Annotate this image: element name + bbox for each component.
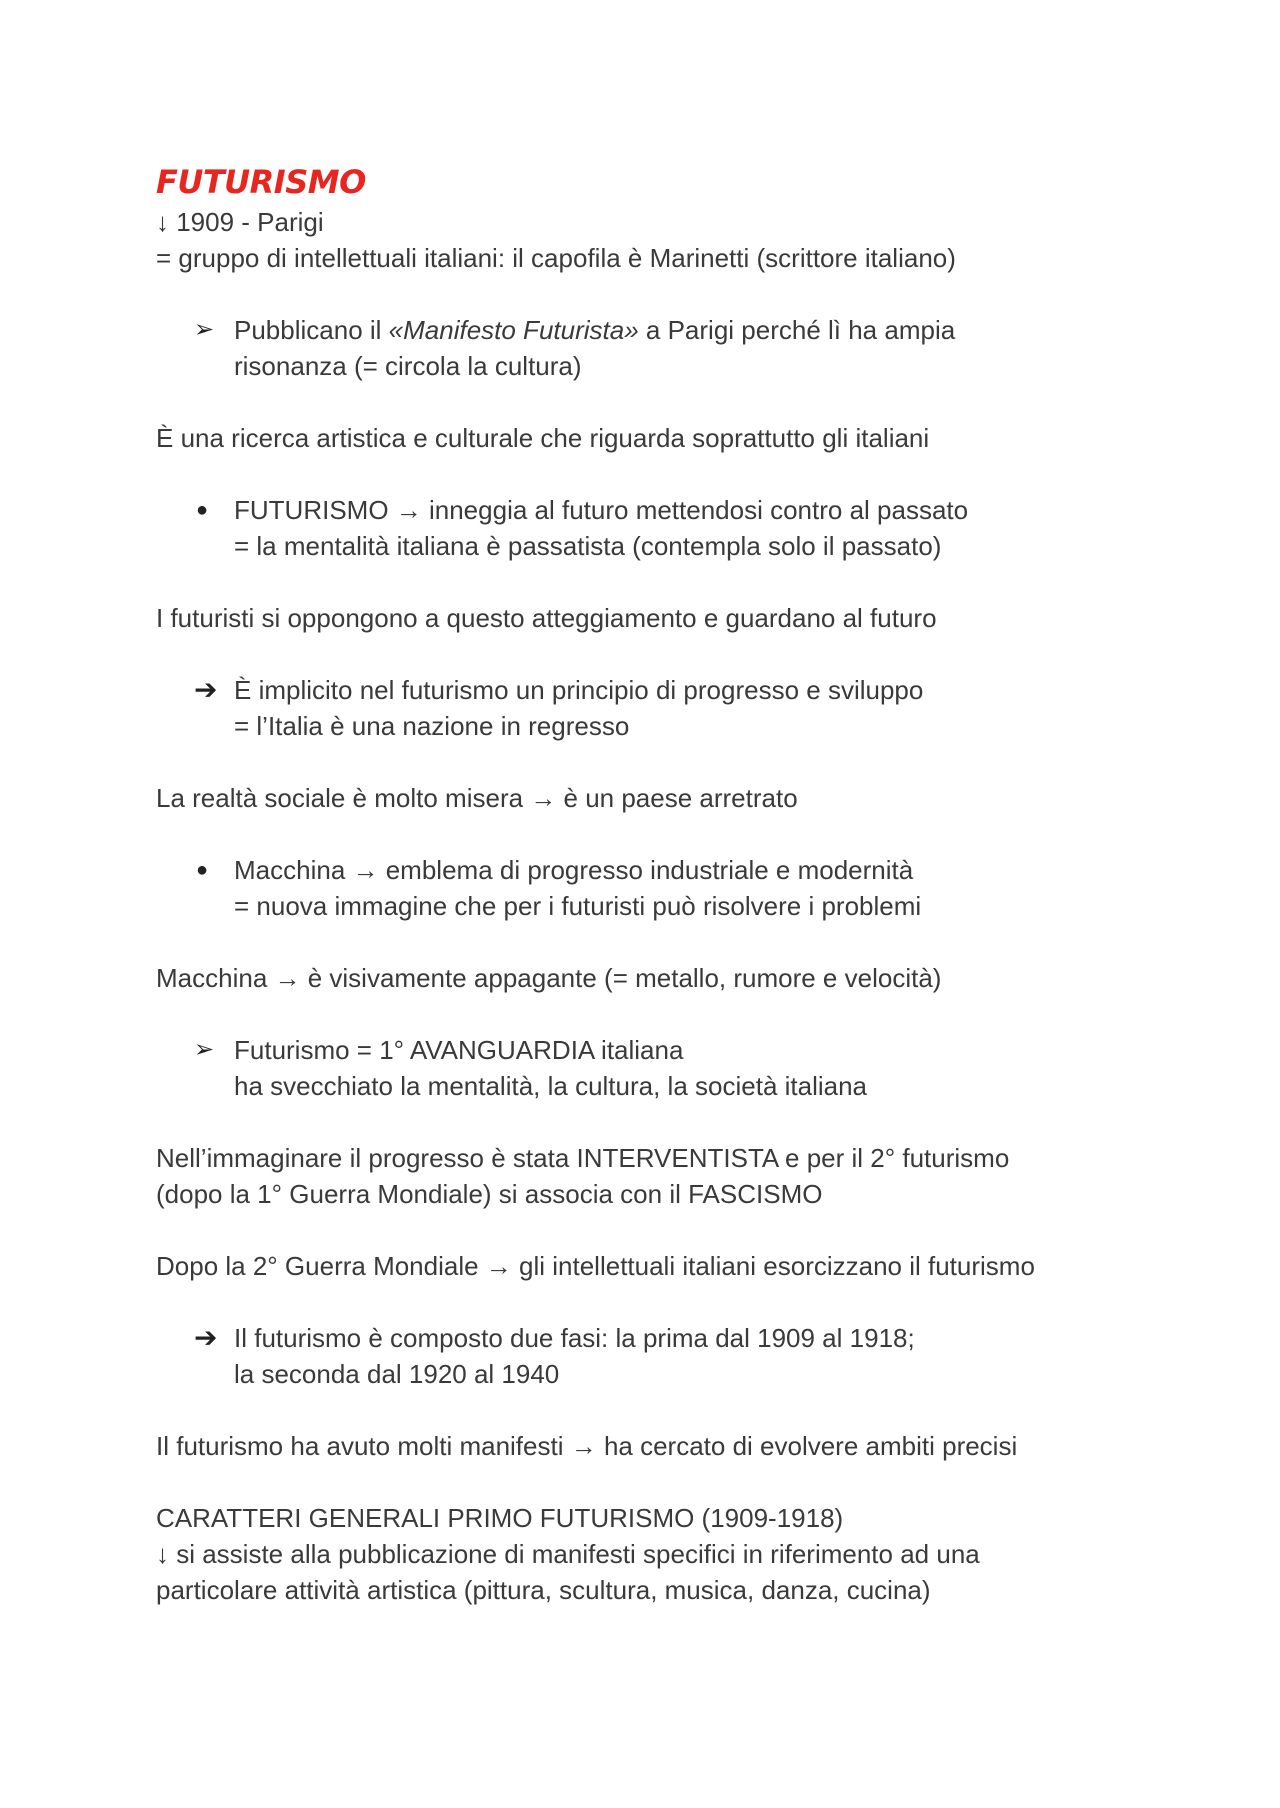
bullet-item-progresso bbox=[156, 672, 1156, 744]
manifesto-title: «Manifesto Futurista» bbox=[388, 315, 639, 345]
item-text: Futurismo = 1° AVANGUARDIA italiana bbox=[234, 1035, 684, 1065]
paragraph: I futuristi si oppongono a questo atteggiamento e guardano al futuro bbox=[156, 603, 937, 633]
document-title: FUTURISMO bbox=[156, 163, 366, 201]
bullet-item-avanguardia bbox=[156, 1032, 1156, 1104]
section-heading: CARATTERI GENERALI PRIMO FUTURISMO (1909-1918) bbox=[156, 1503, 844, 1533]
bullet-item-futurismo bbox=[156, 492, 1156, 564]
document-page bbox=[156, 160, 1156, 1608]
dot-bullet-icon: ● bbox=[196, 859, 209, 881]
item-text-continued: ha svecchiato la mentalità, la cultura, la società italiana bbox=[234, 1071, 868, 1101]
item-text: FUTURISMO → inneggia al futuro mettendosi contro al passato bbox=[234, 495, 969, 525]
item-text: Il futurismo è composto due fasi: la prima dal 1909 al 1918; bbox=[234, 1323, 915, 1353]
section-text: ↓ si assiste alla pubblicazione di manifesti specifici in riferimento ad una bbox=[156, 1539, 980, 1569]
item-text: È implicito nel futurismo un principio di progresso e sviluppo bbox=[234, 675, 924, 705]
intro-definition-line: = gruppo di intellettuali italiani: il capofila è Marinetti (scrittore italiano) bbox=[156, 243, 956, 273]
bullet-item-fasi bbox=[156, 1320, 1156, 1392]
paragraph: Nell’immaginare il progresso è stata INTERVENTISTA e per il 2° futurismo bbox=[156, 1143, 1010, 1173]
item-text-continued: la seconda dal 1920 al 1940 bbox=[234, 1359, 560, 1389]
section-text-continued: particolare attività artistica (pittura, scultura, musica, danza, cucina) bbox=[156, 1575, 931, 1605]
paragraph: Dopo la 2° Guerra Mondiale → gli intellettuali italiani esorcizzano il futurismo bbox=[156, 1251, 1035, 1281]
item-text: Macchina → emblema di progresso industriale e modernità bbox=[234, 855, 914, 885]
arrow-bullet-icon: ➔ bbox=[194, 1322, 218, 1353]
bullet-item-manifesto bbox=[156, 312, 1156, 384]
paragraph-continued: (dopo la 1° Guerra Mondiale) si associa con il FASCISMO bbox=[156, 1179, 823, 1209]
item-text-continued: = l’Italia è una nazione in regresso bbox=[234, 711, 630, 741]
arrowhead-bullet-icon: ➢ bbox=[194, 316, 215, 343]
dot-bullet-icon: ● bbox=[196, 499, 209, 521]
intro-date-line: ↓ 1909 - Parigi bbox=[156, 207, 324, 237]
item-text-continued: = la mentalità italiana è passatista (contempla solo il passato) bbox=[234, 531, 942, 561]
item-text: Pubblicano il bbox=[234, 315, 389, 345]
item-text: a Parigi perché lì ha ampia bbox=[638, 315, 956, 345]
paragraph: Macchina → è visivamente appagante (= metallo, rumore e velocità) bbox=[156, 963, 942, 993]
item-text-continued: = nuova immagine che per i futuristi può risolvere i problemi bbox=[234, 891, 922, 921]
item-text-continued: risonanza (= circola la cultura) bbox=[234, 351, 582, 381]
paragraph: La realtà sociale è molto misera → è un paese arretrato bbox=[156, 783, 798, 813]
paragraph: Il futurismo ha avuto molti manifesti → ha cercato di evolvere ambiti precisi bbox=[156, 1431, 1018, 1461]
arrow-bullet-icon: ➔ bbox=[194, 674, 218, 705]
bullet-item-macchina bbox=[156, 852, 1156, 924]
arrowhead-bullet-icon: ➢ bbox=[194, 1036, 215, 1063]
paragraph: È una ricerca artistica e culturale che riguarda soprattutto gli italiani bbox=[156, 423, 930, 453]
